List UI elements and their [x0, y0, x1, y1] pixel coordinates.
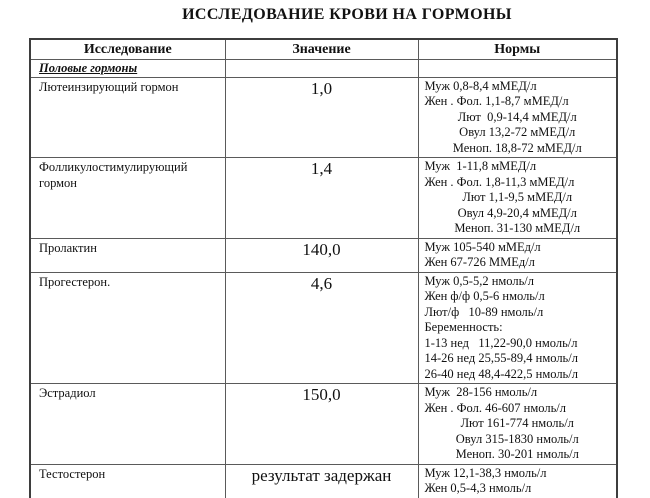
test-value-cell: 140,0 — [225, 238, 418, 272]
norm-line: Жен 67-726 ММЕд/л — [424, 255, 535, 269]
norm-line: Жен 0,5-4,3 нмоль/л — [424, 481, 532, 495]
norm-line: 1-13 нед 11,22-90,0 нмоль/л — [424, 335, 578, 350]
header-row — [30, 39, 617, 59]
section-row — [30, 59, 617, 77]
norms-cell — [418, 272, 617, 384]
norm-line: Овул 315-1830 нмоль/л — [455, 431, 579, 446]
norm-line: Муж 0,5-5,2 нмоль/л — [424, 273, 535, 288]
norm-line: Муж 1-11,8 мМЕД/л — [424, 159, 537, 173]
norm-line: Лют 161-774 нмоль/л — [460, 416, 574, 430]
norm-line: Жен . Фол. 1,8-11,3 мМЕД/л — [424, 174, 575, 189]
norm-line: Лют/ф 10-89 нмоль/л — [424, 304, 544, 319]
test-name-cell: Прогестерон. — [30, 272, 225, 384]
table-row — [30, 272, 617, 384]
test-name-cell: Пролактин — [30, 238, 225, 272]
norm-line: Жен . Фол. 46-607 нмоль/л — [424, 400, 566, 415]
norm-line: Муж 12,1-38,3 нмоль/л — [424, 465, 547, 480]
column-header-norms: Нормы — [418, 39, 617, 59]
norm-line: 14-26 нед 25,55-89,4 нмоль/л — [424, 351, 578, 365]
norm-line: Меноп. 30-201 нмоль/л — [455, 447, 579, 461]
table-row — [30, 158, 617, 239]
norms-cell — [418, 77, 617, 158]
test-name-cell: Тестостерон — [30, 464, 225, 498]
norm-line: Муж 0,8-8,4 мМЕД/л — [424, 78, 537, 93]
test-name-cell: Фолликулостимулирующий гормон — [30, 158, 225, 239]
norms-cell — [418, 384, 617, 465]
norms-cell — [418, 158, 617, 239]
norm-line: Беременность: — [424, 320, 503, 334]
norm-line: Лют 0,9-14,4 мМЕД/л — [457, 109, 577, 124]
column-header-test: Исследование — [30, 39, 225, 59]
test-value-cell: 1,4 — [225, 158, 418, 239]
test-value-cell: 1,0 — [225, 77, 418, 158]
section-label: Половые гормоны — [30, 59, 225, 77]
document-title-text: ИССЛЕДОВАНИЕ КРОВИ НА ГОРМОНЫ — [182, 6, 512, 23]
table-row — [30, 464, 617, 498]
norm-line: Муж 28-156 нмоль/л — [424, 385, 538, 399]
norm-line: Овул 13,2-72 мМЕД/л — [459, 125, 576, 139]
norm-line: Муж 105-540 мМЕд/л — [424, 239, 541, 254]
norm-line: Лют 1,1-9,5 мМЕД/л — [462, 190, 573, 204]
test-value-cell: результат задержан — [225, 464, 418, 498]
norm-line: Овул 4,9-20,4 мМЕД/л — [457, 205, 577, 220]
test-value-cell: 4,6 — [225, 272, 418, 384]
test-value-cell: 150,0 — [225, 384, 418, 465]
table-row — [30, 77, 617, 158]
table-row — [30, 384, 617, 465]
norm-line: Меноп. 31-130 мМЕД/л — [454, 221, 581, 235]
column-header-value: Значение — [225, 39, 418, 59]
norm-line: Жен . Фол. 1,1-8,7 мМЕД/л — [424, 94, 569, 108]
norm-line: Жен ф/ф 0,5-6 нмоль/л — [424, 289, 545, 303]
norm-line: Меноп. 18,8-72 мМЕД/л — [452, 140, 582, 155]
section-empty-cell — [418, 59, 617, 77]
norms-cell — [418, 464, 617, 498]
test-name-cell: Эстрадиол — [30, 384, 225, 465]
hormones-table — [29, 38, 618, 498]
test-name-cell: Лютеинзирующий гормон — [30, 77, 225, 158]
section-empty-cell — [225, 59, 418, 77]
document-title — [0, 6, 650, 24]
table-row — [30, 238, 617, 272]
norm-line: 26-40 нед 48,4-422,5 нмоль/л — [424, 366, 578, 381]
norms-cell — [418, 238, 617, 272]
